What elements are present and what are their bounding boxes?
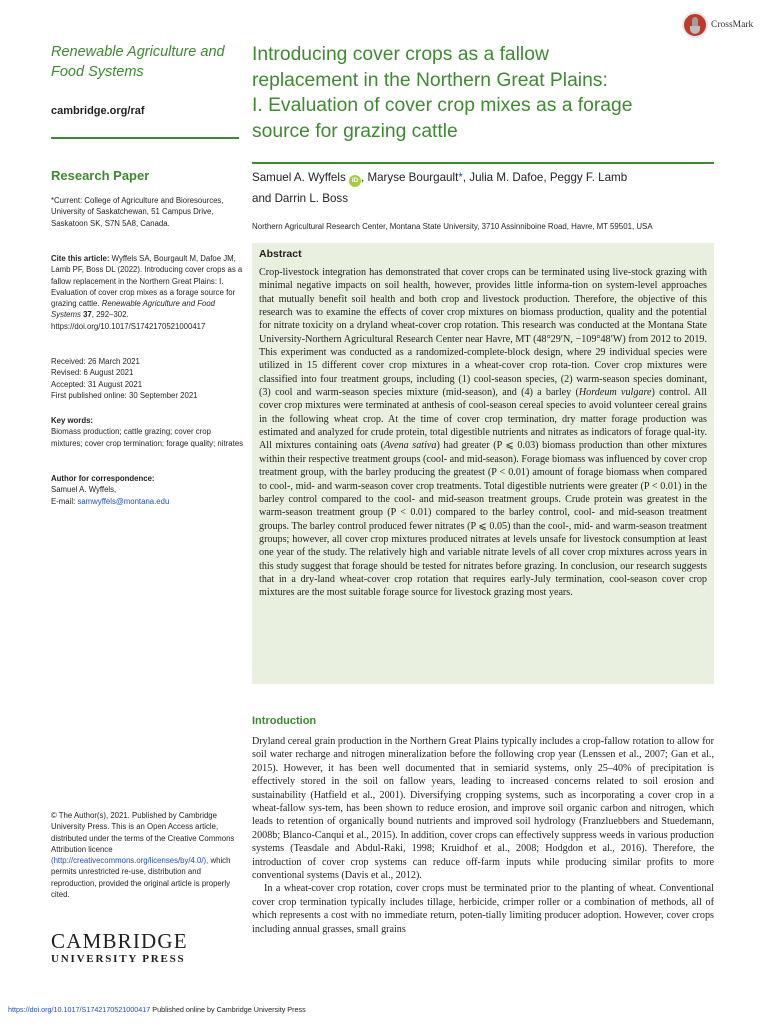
citation-label: Cite this article: — [51, 254, 110, 263]
citation-block — [51, 253, 243, 332]
author-name: , Maryse Bourgault — [361, 171, 459, 184]
author-name: and Darrin L. Boss — [252, 192, 349, 205]
correspondence-name: Samuel A. Wyffels, — [51, 485, 117, 495]
crossmark-badge[interactable] — [682, 12, 762, 40]
orcid-icon[interactable]: iD — [349, 175, 361, 187]
abstract-species: Avena sativa — [384, 440, 437, 452]
footer-text: Published online by Cambridge University Press — [150, 1005, 306, 1014]
journal-name: Renewable Agriculture and Food Systems — [51, 44, 225, 80]
date-accepted: Accepted: 31 August 2021 — [51, 379, 143, 389]
publication-dates — [51, 356, 243, 401]
left-divider — [51, 137, 239, 139]
date-revised: Revised: 6 August 2021 — [51, 368, 134, 378]
introduction-text — [252, 735, 714, 936]
current-address-note: *Current: College of Agriculture and Bioresources, University of Saskatchewan, 51 Campus Drive, Saskatoon SK, S7N 5A8, Canada. — [51, 196, 224, 228]
author-name: , Julia M. Dafoe, Peggy F. Lamb — [462, 171, 628, 184]
copyright-text: © The Author(s), 2021. Published by Cambridge University Press. This is an Open Access article, distributed under the terms of the Creative Commons Attribution licence — [51, 811, 235, 854]
citation-pages: , 292–302. — [91, 310, 129, 320]
abstract-box — [252, 243, 714, 684]
abstract-text — [259, 266, 707, 600]
abstract-species: Hordeum vulgare — [578, 387, 652, 399]
correspondence-email-link[interactable]: samwyffels@montana.edu — [77, 496, 170, 506]
correspondence-marker[interactable]: * — [458, 171, 463, 184]
title-line: replacement in the Northern Great Plains: — [252, 69, 608, 91]
email-label: E-mail: — [51, 496, 78, 506]
date-received: Received: 26 March 2021 — [51, 357, 140, 366]
abstract-heading: Abstract — [259, 248, 302, 260]
title-divider — [252, 162, 714, 164]
page-footer — [8, 1005, 306, 1014]
abstract-part: Crop-livestock integration has demonstrated that cover crops can be terminated using live-stock grazing with minimal negative impacts on soil health, however, provides little informa-tion on system-level approaches that mutually benefit soil health and both crop and livestock production. Therefore, the objective of this research was to examine the effects of cover crop mixtures on biomass production, quality and the potential for nitrate toxicity on a dryland wheat-cover crop rotation. This research was conducted at the Montana State University-Northern Agricultural Research Center near Havre, MT (48°29′N, −109°48′W) from 2012 to 2019. This experiment was conducted as a randomized-complete-block design, where 29 individual species were utilized in 15 different cover crop mixtures in a wheat-cover crop rota-tion. Cover crop mixtures were classified into four treatment groups, including (1) cool-season species, (2) warm-season species dominant, (3) cool and warm-season species mixture (mid-season), and (4) a barley ( — [259, 267, 707, 399]
license-link[interactable]: (http://creativecommons.org/licenses/by/4.0/), — [51, 856, 209, 866]
footer-doi-link[interactable]: https://doi.org/10.1017/S1742170521000417 — [8, 1005, 151, 1014]
correspondence-label: Author for correspondence: — [51, 474, 155, 483]
title-line: I. Evaluation of cover crop mixes as a forage — [252, 95, 633, 116]
article-title — [252, 42, 722, 144]
date-published: First published online: 30 September 2021 — [51, 390, 198, 400]
citation-text: Wyffels SA, Bourgault M, Dafoe JM, Lamb PF, Boss DL (2022). Introducing cover crops as a fallow replacement in the Northern Great Plains: I. Evaluation of cover crop mixes as a forage source for grazing cattle. — [51, 254, 243, 309]
paper-type: Research Paper — [51, 168, 150, 183]
citation-journal: Renewable Agriculture and Food Systems — [51, 299, 215, 320]
introduction-paragraph: In a wheat-cover crop rotation, cover crops must be terminated prior to the planting of wheat. Conventional cover crop termination typically includes tillage, herbicide, crimper roller or a combination of methods, all of which represents a cost with no immediate return, poten-tially limiting producer adoption. However, cover crops including annual grasses, small grains — [252, 883, 714, 935]
citation-doi[interactable]: https://doi.org/10.1017/S1742170521000417 — [51, 321, 206, 331]
journal-url[interactable]: cambridge.org/raf — [51, 105, 145, 117]
title-line: Introducing cover crops as a fallow — [252, 44, 549, 65]
crossmark-icon — [682, 12, 708, 38]
title-line: source for grazing cattle — [252, 120, 458, 142]
author-list — [252, 167, 714, 209]
abstract-part: ) control. All cover crop mixtures were terminated at anthesis of cool-season cereal species to avoid volunteer cereal grains in the following wheat crop. At the time of cover crop termination, dry matter forage production was estimated and analyzed for crude protein, total digestible nutrients and nitrates as indicators of forage qual-ity. All mixtures containing oats ( — [259, 387, 707, 452]
publisher-name: CAMBRIDGE — [51, 929, 188, 953]
keywords-block — [51, 415, 243, 449]
keywords-label: Key words: — [51, 416, 94, 425]
affiliation: Northern Agricultural Research Center, Montana State University, 3710 Assinniboine Road, Havre, MT 59501, USA — [252, 222, 653, 231]
copyright-text-end: which permits unrestricted re-use, distribution and reproduction, provided the original article is properly cited. — [51, 856, 231, 900]
introduction-paragraph: Dryland cereal grain production in the Northern Great Plains typically includes a crop-fallow rotation to allow for soil water recharge and nitrogen mineralization before the following crop year (Lenssen et al., 2007; Gan et al., 2015). However, it has been well documented that in semiarid systems, only 25–40% of precipitation is effectively stored in the soil on fallow years, leading to increased concerns related to soil erosion and sustainability (Hatfield et al., 2001). Diversifying cropping systems, such as incorporating a cover crop in a wheat-fallow sys-tem, has been shown to reduce erosion, and improve soil organic carbon and nitrogen, which leads to retention of organically bound nutrients and improved soil hydrology (Franzluebbers and Stuedemann, 2008b; Blanco-Canqui et al., 2015). In addition, cover crops can effectively suppress weeds in various production systems (Teasdale and Abdul-Raki, 1998; Kruidhof et al., 2008; Hodgdon et al., 2016). Therefore, the introduction of cover crop systems can reduce off-farm inputs while producing similar profits to more conventional systems (Davis et al., 2012). — [252, 736, 714, 882]
crossmark-label: CrossMark — [711, 20, 754, 30]
cambridge-university-press-logo — [51, 930, 188, 965]
copyright-notice — [51, 810, 243, 900]
introduction-heading: Introduction — [252, 715, 317, 727]
citation-volume: 37 — [83, 310, 92, 320]
publisher-press: UNIVERSITY PRESS — [51, 953, 186, 965]
correspondence-block — [51, 473, 243, 507]
keywords-text: Biomass production; cattle grazing; cover crop mixtures; cover crop termination; forage quality; nitrates — [51, 427, 243, 448]
author-name: Samuel A. Wyffels — [252, 171, 346, 184]
abstract-part: ) had greater (P ⩽ 0.03) biomass production than other mixtures within their respective treatment groups (cool- and mid-season). Forage biomass was influenced by cover crop treatment group, with the barley producing the greatest (P < 0.01) amount of forage biomass when compared to cool-, mid- and warm-season cover crop treatments. Total digestible nutrients were greater (P < 0.01) in the barley control compared to the cool- and mid-season treatment groups. Crude protein was greatest in the warm-season treatment group (P < 0.01) compared to the barley control, cool- and mid-season treatment groups. The barley control produced fewer nitrates (P ⩽ 0.05) than the cool-, mid- and warm-season treatment groups; however, all cover crop mixtures produced nitrates at levels unsafe for livestock consumption at least one year of the study. The relatively high and variable nitrate levels of all cover crop mixtures across years in this study suggest that forage should be tested for nitrates before grazing. In conclusion, our research suggests that in a dry-land wheat-cover crop rotation that requires early-July termination, cool-season cover crop mixtures are the most suitable forage source for livestock grazing most years. — [259, 440, 707, 599]
